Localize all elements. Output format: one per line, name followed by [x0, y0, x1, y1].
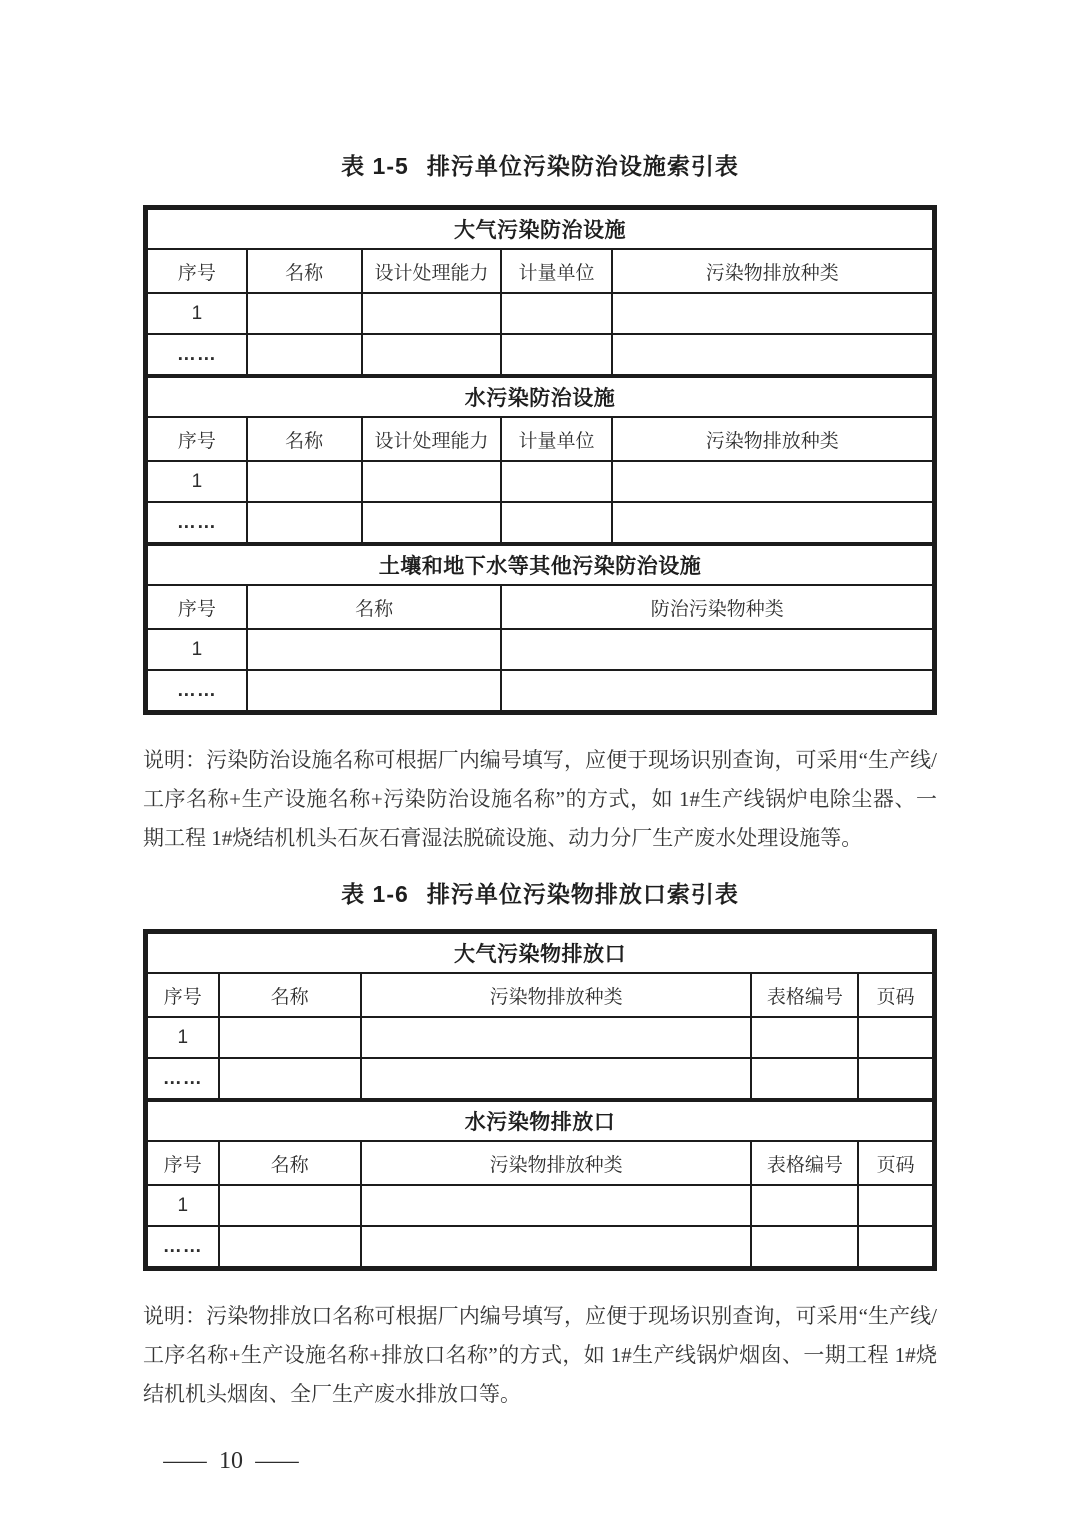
column-header-cell: 表格编号: [751, 973, 858, 1017]
page-number-value: 10: [219, 1448, 243, 1474]
empty-cell: [362, 502, 502, 543]
column-header-cell: 名称: [247, 417, 362, 461]
column-header-cell: 序号: [147, 585, 247, 629]
air-facilities-section: [146, 208, 934, 376]
column-header-cell: 污染物排放种类: [612, 249, 934, 293]
empty-cell: [501, 461, 611, 502]
table-1-6-title-text: 排污单位污染物排放口索引表: [426, 881, 739, 907]
table-1-5-title-text: 排污单位污染防治设施索引表: [426, 153, 739, 179]
section-title-cell: 大气污染物排放口: [147, 933, 933, 973]
column-header-cell: 计量单位: [501, 417, 611, 461]
empty-cell: [247, 334, 362, 375]
outlets-note: 说明：污染物排放口名称可根据厂内编号填写，应便于现场识别查询，可采用“生产线/工序名称+生产设施名称+排放口名称”的方式，如 1#生产线锅炉烟囱、一期工程 1#烧结机机头烟囱、全厂生产废水排放口等。: [143, 1304, 937, 1406]
column-header-cell: 设计处理能力: [362, 417, 502, 461]
empty-cell: [501, 502, 611, 543]
row-index-cell: ……: [147, 670, 247, 711]
empty-cell: [858, 1058, 933, 1099]
row-index-cell: ……: [147, 1058, 219, 1099]
section-title-cell: 水污染物排放口: [147, 1101, 933, 1141]
row-index-cell: ……: [147, 1226, 219, 1267]
empty-cell: [751, 1017, 858, 1058]
empty-cell: [247, 629, 502, 670]
soil-groundwater-section: [146, 544, 934, 712]
empty-cell: [361, 1017, 752, 1058]
empty-cell: [247, 293, 362, 334]
empty-cell: [751, 1226, 858, 1267]
column-header-cell: 名称: [247, 585, 502, 629]
column-header-cell: 序号: [147, 1141, 219, 1185]
facilities-index-table: [143, 205, 937, 715]
page-dash-right: —: [255, 1448, 299, 1474]
column-header-cell: 名称: [219, 1141, 361, 1185]
column-header-cell: 计量单位: [501, 249, 611, 293]
document-page: [143, 0, 937, 1475]
column-header-cell: 页码: [858, 1141, 933, 1185]
page-dash-left: —: [163, 1448, 207, 1474]
column-header-cell: 污染物排放种类: [361, 973, 752, 1017]
empty-cell: [361, 1226, 752, 1267]
row-index-cell: 1: [147, 293, 247, 334]
column-header-cell: 污染物排放种类: [361, 1141, 752, 1185]
row-index-cell: ……: [147, 334, 247, 375]
empty-cell: [247, 461, 362, 502]
water-facilities-section: [146, 376, 934, 544]
empty-cell: [247, 670, 502, 711]
empty-cell: [219, 1017, 361, 1058]
empty-cell: [219, 1058, 361, 1099]
column-header-cell: 序号: [147, 973, 219, 1017]
page-number: [143, 1448, 937, 1475]
empty-cell: [501, 334, 611, 375]
empty-cell: [361, 1058, 752, 1099]
table-row: [147, 502, 933, 543]
column-header-cell: 名称: [247, 249, 362, 293]
empty-cell: [751, 1058, 858, 1099]
empty-cell: [247, 502, 362, 543]
air-outlets-section: [146, 932, 934, 1100]
row-index-cell: 1: [147, 461, 247, 502]
row-index-cell: 1: [147, 629, 247, 670]
empty-cell: [612, 461, 934, 502]
table-1-6-title-label: 表 1-6: [341, 881, 409, 907]
table-row: [147, 670, 933, 711]
empty-cell: [858, 1017, 933, 1058]
empty-cell: [858, 1185, 933, 1226]
column-header-cell: 防治污染物种类: [501, 585, 933, 629]
table-row: [147, 1226, 933, 1267]
table-1-6-title: [143, 878, 937, 911]
table-row: [147, 1185, 933, 1226]
row-index-cell: ……: [147, 502, 247, 543]
section-title-cell: 大气污染防治设施: [147, 209, 933, 249]
column-header-cell: 污染物排放种类: [612, 417, 934, 461]
empty-cell: [858, 1226, 933, 1267]
column-header-cell: 设计处理能力: [362, 249, 502, 293]
table-row: [147, 1017, 933, 1058]
column-header-cell: 序号: [147, 417, 247, 461]
table-1-5-title-label: 表 1-5: [341, 153, 409, 179]
empty-cell: [501, 670, 933, 711]
column-header-cell: 序号: [147, 249, 247, 293]
table-1-5-title: [143, 150, 937, 183]
row-index-cell: 1: [147, 1185, 219, 1226]
empty-cell: [362, 334, 502, 375]
table-row: [147, 293, 933, 334]
empty-cell: [612, 293, 934, 334]
facilities-note: 说明：污染防治设施名称可根据厂内编号填写，应便于现场识别查询，可采用“生产线/工序名称+生产设施名称+污染防治设施名称”的方式，如 1#生产线锅炉电除尘器、一期工程 1#烧结机机头石灰石膏湿法脱硫设施、动力分厂生产废水处理设施等。: [143, 748, 937, 850]
table-row: [147, 461, 933, 502]
column-header-cell: 表格编号: [751, 1141, 858, 1185]
empty-cell: [612, 502, 934, 543]
row-index-cell: 1: [147, 1017, 219, 1058]
empty-cell: [361, 1185, 752, 1226]
empty-cell: [612, 334, 934, 375]
column-header-cell: 页码: [858, 973, 933, 1017]
outlets-index-table: [143, 929, 937, 1271]
empty-cell: [501, 293, 611, 334]
section-title-cell: 土壤和地下水等其他污染防治设施: [147, 545, 933, 585]
table-row: [147, 334, 933, 375]
section-title-cell: 水污染防治设施: [147, 377, 933, 417]
empty-cell: [501, 629, 933, 670]
empty-cell: [219, 1226, 361, 1267]
column-header-cell: 名称: [219, 973, 361, 1017]
empty-cell: [362, 293, 502, 334]
water-outlets-section: [146, 1100, 934, 1268]
table-row: [147, 1058, 933, 1099]
empty-cell: [751, 1185, 858, 1226]
empty-cell: [219, 1185, 361, 1226]
table-row: [147, 629, 933, 670]
empty-cell: [362, 461, 502, 502]
